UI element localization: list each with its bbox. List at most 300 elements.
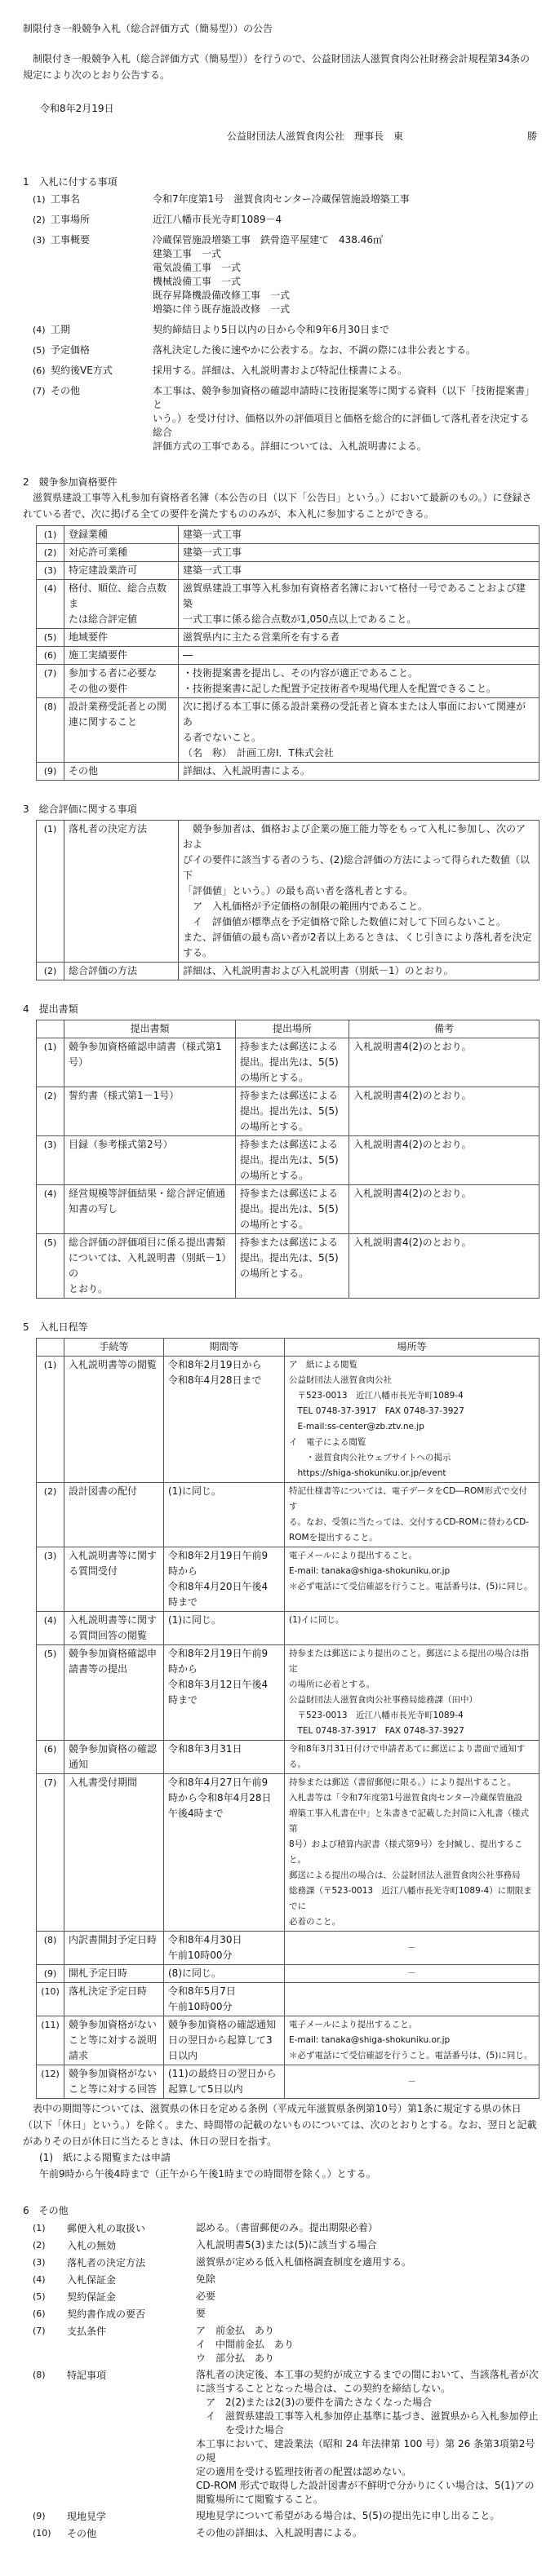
section-6-list <box>33 2221 539 2541</box>
text-line: いう。）を受け付け、価格以外の評価項目と価格を総合的に評価して落札者を決定する総合 <box>153 413 530 438</box>
list-item <box>33 193 539 206</box>
text-line: 評価方式の工事である。詳細については、入札説明書による。 <box>153 440 427 452</box>
table-row <box>37 647 539 665</box>
text-line: 午後4時まで <box>168 1808 224 1819</box>
text-line: (1)に同じ。 <box>168 1485 221 1497</box>
signature-name: 勝 <box>526 131 537 142</box>
column-header: 備考 <box>349 1020 539 1038</box>
item-value <box>196 2509 539 2524</box>
text-line: 日の翌日から起算して3 <box>168 2034 273 2046</box>
text-line: 総合評価の評価項目に係る提出書類 <box>69 1237 226 1248</box>
text-line: 号） <box>69 1056 89 1068</box>
text-line: る。 <box>289 1759 306 1769</box>
text-line: の場所とする。 <box>240 1121 309 1132</box>
text-line: 通知 <box>69 1759 89 1770</box>
table-row <box>37 1087 539 1136</box>
row-number: (10) <box>37 1983 64 2016</box>
text-line: の場所に必着とする。 <box>289 1680 375 1689</box>
text-line: 競争参加資格がない <box>69 2019 158 2030</box>
text-line: ウ 部分払 あり <box>196 2352 275 2364</box>
text-line: 冷蔵保管施設増築工事 鉄骨造平屋建て 438.46㎡ <box>153 234 383 246</box>
text-line: 次に掲げる本工事に係る設計業務の受託者と資本または人事面において関連があ <box>183 701 526 728</box>
row-number: (12) <box>37 2065 64 2099</box>
cell-place <box>285 1483 539 1547</box>
text-line: (8)に同じ。 <box>168 1967 221 1979</box>
section-1-list <box>33 193 539 454</box>
item-label: 工期 <box>51 324 71 335</box>
text-line: 増築工事入札書在中」と朱書きで記載した封筒に入札書（様式第 <box>289 1808 529 1834</box>
signature-org: 公益財団法人滋賀食肉公社 理事長 東 <box>227 131 404 142</box>
text-line: 機械設備工事 一式 <box>153 276 242 287</box>
item-value <box>196 2290 539 2304</box>
text-line: 〒523-0013 近江八幡市長光寺町1089-4 <box>289 1711 464 1720</box>
text-line: ＊必ず電話にて受信確認を行うこと。電話番号は、(5)に同じ。 <box>289 2051 533 2060</box>
text-line: 設計業務受託者との関 <box>69 701 167 712</box>
text-line: ＊必ず電話にて受信確認を行うこと。電話番号は、(5)に同じ。 <box>289 1582 533 1591</box>
text-line: その他の詳細は、入札説明書による。 <box>196 2527 363 2538</box>
cell-place <box>285 1645 539 1741</box>
schedule-sub-text: 午前9時から午後4時まで（正午から午後1時までの時間帯を除く。）とする。 <box>39 2168 376 2180</box>
cell-value <box>179 629 539 647</box>
text-line: TEL 0748-37-3917 FAX 0748-37-3927 <box>289 1726 464 1736</box>
text-line: 8号）および積算内訳書（様式第9号）を封緘し、提出すること。 <box>289 1839 523 1865</box>
column-header: 場所等 <box>285 1339 539 1357</box>
text-line: 一式工事に係る総合点数が1,050点以上であること。 <box>183 613 417 625</box>
text-line: TEL 0748-37-3917 FAX 0748-37-3927 <box>289 1406 464 1416</box>
row-number: (4) <box>37 1612 64 1645</box>
table-row <box>37 1483 539 1547</box>
schedule-sub-heading: (1) 紙による閲覧または申請 <box>39 2152 171 2163</box>
text-line: 令和8年5月7日 <box>168 1985 236 1997</box>
text-line: とおり。 <box>69 1283 109 1295</box>
table-row <box>37 1645 539 1741</box>
text-line: 提出。提出先は、5(5) <box>240 1105 339 1117</box>
cell-value <box>179 526 539 544</box>
table-row <box>37 821 539 963</box>
text-line: 競争参加資格の確認通知 <box>168 2019 277 2030</box>
text-line: 公益財団法人滋賀食肉公社 <box>289 1375 392 1385</box>
cell-place <box>285 2016 539 2065</box>
text-line: 令和7年度第1号 滋賀食肉センター冷蔵保管施設増築工事 <box>153 193 410 205</box>
row-number: (3) <box>37 1547 64 1612</box>
text-line: 詳細は、入札説明書および入札説明書（別紙－1）のとおり。 <box>183 965 454 976</box>
text-line: 時から <box>168 1565 198 1577</box>
text-line: 提出。提出先は、5(5) <box>240 1203 339 1215</box>
item-value <box>196 2238 539 2253</box>
text-line: たは総合評定値 <box>69 613 138 625</box>
header-row <box>37 1339 539 1357</box>
row-number: (2) <box>37 963 64 980</box>
cell-period <box>164 1645 285 1741</box>
cell-label <box>64 544 179 562</box>
row-number: (7) <box>37 665 64 698</box>
text-line: る質問受付 <box>69 1565 118 1577</box>
text-line: 競争参加資格がない <box>69 2068 158 2079</box>
text-line: 日以内 <box>168 2050 198 2061</box>
cell-place <box>285 1774 539 1932</box>
text-line: (11)の最終日の翌日から <box>168 2068 277 2079</box>
table-row <box>37 1038 539 1087</box>
table-row <box>37 1932 539 1965</box>
text-line: 持参または郵送による <box>240 1139 339 1150</box>
cell-value <box>179 763 539 781</box>
text-line: を受けた場合 <box>196 2424 285 2436</box>
text-line: 建築一式工事 <box>183 564 242 576</box>
table-row <box>37 1774 539 1932</box>
cell-value <box>179 562 539 580</box>
item-label: 現地見学 <box>67 2511 107 2522</box>
text-line: イ 電子による閲覧 <box>289 1437 366 1447</box>
text-line: 持参または郵送による <box>240 1041 339 1052</box>
row-number: (8) <box>37 698 64 763</box>
table-row <box>37 629 539 647</box>
item-number: (2) <box>33 215 46 225</box>
table-row <box>37 665 539 698</box>
text-line: の場所とする。 <box>240 1219 309 1230</box>
text-line: 要 <box>196 2308 206 2319</box>
text-line: 建築工事 一式 <box>153 248 222 259</box>
list-item <box>33 2221 539 2236</box>
text-line: 落札者の決定後、本工事の契約が成立するまでの間において、当該落札者が次 <box>196 2369 539 2380</box>
table-row <box>37 1741 539 1774</box>
cell-place <box>285 2065 539 2099</box>
text-line: る。なお、受領に当たっては、交付するCD-ROMに替わるCD- <box>289 1517 530 1527</box>
text-line: 近江八幡市長光寺町1089－4 <box>153 214 282 225</box>
text-line: 入札説明書4(2)のとおり。 <box>353 1188 472 1199</box>
cell-place <box>285 1932 539 1965</box>
list-item <box>33 2255 539 2270</box>
cell-period <box>164 1741 285 1774</box>
list-item <box>33 213 539 227</box>
text-line: E-mail: tanaka@shiga-shokuniku.or.jp <box>289 1566 451 1576</box>
text-line: 令和8年3月31日付けで申請者あてに郵送により書面で通知す <box>289 1744 526 1754</box>
text-line: こと等に対する回答 <box>69 2083 158 2095</box>
header-row <box>37 1020 539 1038</box>
text-line: 令和8年4月20日午後4 <box>168 1581 269 1592</box>
cell-value <box>179 821 539 963</box>
table-row <box>37 698 539 763</box>
cell-proc <box>64 1774 164 1932</box>
row-number: (3) <box>37 1136 64 1185</box>
text-line: 内訳書開封予定日時 <box>69 1934 158 1945</box>
list-item <box>33 233 539 316</box>
text-line: (1)イに同じ。 <box>289 1615 344 1625</box>
item-value <box>196 2273 539 2287</box>
cell-note <box>349 1136 539 1185</box>
cell-place <box>285 1983 539 2016</box>
text-line: 電気設備工事 一式 <box>153 262 242 273</box>
text-line: 入札説明書5(3)または(5)に該当する場合 <box>196 2239 377 2251</box>
text-line: 連に関すること <box>69 716 138 728</box>
text-line: また、評価値の最も高い者が2者以上あるときは、くじ引きにより落札者を決定する。 <box>183 932 532 958</box>
row-number: (5) <box>37 1645 64 1741</box>
text-line: その他の要件 <box>69 683 128 694</box>
text-line: その他 <box>69 765 99 777</box>
text-line: ア 2(2)または2(3)の要件を満たさなくなった場合 <box>196 2397 433 2408</box>
cell-period <box>164 1774 285 1932</box>
row-number: (1) <box>37 1038 64 1087</box>
column-header: 提出場所 <box>236 1020 349 1038</box>
text-line: 午前10時00分 <box>168 2001 233 2012</box>
text-line: 入札説明書等の閲覧 <box>69 1359 158 1370</box>
text-line: 建築一式工事 <box>183 529 242 540</box>
cell-label <box>64 821 179 963</box>
text-line: 入札説明書等に関す <box>69 1614 158 1626</box>
item-label: 工事概要 <box>51 234 91 246</box>
item-number: (4) <box>33 2274 46 2285</box>
text-line: 目録（参考様式第2号） <box>69 1139 173 1150</box>
text-line: 起算して5日以内 <box>168 2083 243 2095</box>
text-line: 入札書等は「令和7年度第1号滋賀食肉センター冷蔵保管施設 <box>289 1793 522 1803</box>
schedule-table <box>36 1338 539 2099</box>
text-line: 令和8年4月28日まで <box>168 1374 262 1386</box>
table-row <box>37 580 539 629</box>
item-number: (9) <box>33 2511 46 2521</box>
text-line: 提出。提出先は、5(5) <box>240 1056 339 1068</box>
row-number: (2) <box>37 1087 64 1136</box>
text-line: 持参または郵送による <box>240 1188 339 1199</box>
text-line: 認める。（書留郵便のみ。提出期限必着） <box>196 2222 378 2233</box>
text-line: 持参または郵送による <box>240 1237 339 1248</box>
text-line: イ 評価値が標準点を予定価格で除した数値に対して下回らないこと。 <box>183 916 507 927</box>
text-line: 「評価値」という。）の最も高い者を落札者とする。 <box>183 885 414 896</box>
cell-place <box>285 1741 539 1774</box>
text-line: 提出。提出先は、5(5) <box>240 1154 339 1166</box>
list-item <box>33 2526 539 2541</box>
cell-proc <box>64 1965 164 1983</box>
cell-period <box>164 1547 285 1612</box>
cell-place <box>285 1612 539 1645</box>
text-line: 令和8年3月12日午後4 <box>168 1679 269 1690</box>
text-line: 入札説明書4(2)のとおり。 <box>353 1139 472 1150</box>
text-line: 特記仕様書等については、電子データをCD―ROM形式で交付す <box>289 1486 527 1512</box>
item-value <box>153 213 539 227</box>
cell-place <box>236 1185 349 1234</box>
text-line: 令和8年4月27日午前9 <box>168 1777 269 1788</box>
text-line: https://shiga-shokuniku.or.jp/event <box>289 1468 446 1478</box>
item-label: 落札者の決定方法 <box>67 2257 146 2268</box>
text-line: 提出。提出先は、5(5) <box>240 1252 339 1264</box>
text-line: ・滋賀食肉公社ウェブサイトへの掲示 <box>289 1453 451 1463</box>
cell-value <box>179 698 539 763</box>
item-number: (3) <box>33 2257 46 2268</box>
text-line: 採用する。詳細は、入札説明書および特記仕様書による。 <box>153 365 408 376</box>
cell-label <box>64 526 179 544</box>
item-label: その他 <box>67 2528 97 2539</box>
item-label: 契約書作成の要否 <box>67 2308 146 2320</box>
schedule-note: 表中の期間等については、滋賀県の休日を定める条例（平成元年滋賀県条例第10号）第1条に規定する県の休日（以下「休日」という。）を除く。また、時間帯の記載のないものについては、次のとおりとする。なお、翌日と記載がありその日が休日に当たるときは、休日の翌日を指す。 <box>23 2103 537 2147</box>
cell-place <box>285 1357 539 1483</box>
cell-place <box>285 1547 539 1612</box>
cell-label <box>64 562 179 580</box>
text-line: 既存昇降機設備改修工事 一式 <box>153 290 291 301</box>
text-line: 増築に伴う既存施設改修 一式 <box>153 303 291 315</box>
row-number: (5) <box>37 629 64 647</box>
text-line: の場所とする。 <box>240 1072 309 1083</box>
table-row <box>37 1136 539 1185</box>
text-line: 落札決定予定日時 <box>69 1985 148 1997</box>
signature <box>227 129 537 144</box>
cell-period <box>164 1932 285 1965</box>
list-item <box>33 343 539 357</box>
qualification-table <box>36 525 539 781</box>
list-item <box>33 2238 539 2253</box>
cell-place <box>236 1136 349 1185</box>
section-3-heading: 3 総合評価に関する事項 <box>23 803 137 815</box>
item-value <box>196 2255 539 2270</box>
cell-proc <box>64 1932 164 1965</box>
text-line: 契約締結日より5日以内の日から令和9年6月30日まで <box>153 324 390 335</box>
text-line: 入札書受付期間 <box>69 1777 138 1788</box>
cell-proc <box>64 1645 164 1741</box>
cell-period <box>164 1483 285 1547</box>
item-number: (5) <box>33 2291 46 2302</box>
text-line: 格付、順位、総合点数ま <box>69 582 167 609</box>
row-number: (4) <box>37 580 64 629</box>
cell-proc <box>64 1357 164 1483</box>
list-item <box>33 2307 539 2321</box>
text-line: 郵送による提出の場合は、公益財団法人滋賀食肉公社事務局 <box>289 1870 521 1880</box>
item-number: (6) <box>33 365 46 376</box>
cell-value <box>179 544 539 562</box>
cell-doc <box>64 1087 236 1136</box>
text-line: ・技術提案書を提出し、その内容が適正であること。 <box>183 667 419 679</box>
text-line: ア 紙による閲覧 <box>289 1360 357 1370</box>
item-number: (1) <box>33 194 46 205</box>
text-line: 持参または郵送（書留郵便に限る。）により提出すること。 <box>289 1777 517 1787</box>
text-line: － <box>407 2076 416 2087</box>
text-line: 電子メールにより提出すること。 <box>289 2020 418 2029</box>
item-value <box>196 2324 539 2366</box>
item-number: (1) <box>33 2223 46 2233</box>
text-line: 設計図書の配付 <box>69 1485 138 1497</box>
text-line: 必要 <box>196 2291 216 2302</box>
cell-label <box>64 963 179 980</box>
table-row <box>37 1185 539 1234</box>
text-line: の場所とする。 <box>240 1268 309 1279</box>
item-label: 契約保証金 <box>67 2291 117 2303</box>
text-line: 令和8年3月31日 <box>168 1743 242 1755</box>
item-number: (5) <box>33 345 46 356</box>
row-number: (3) <box>37 562 64 580</box>
cell-proc <box>64 2065 164 2099</box>
item-value <box>153 343 539 357</box>
text-line: 滋賀県内に主たる営業所を有する者 <box>183 631 340 643</box>
text-line: 〒523-0013 近江八幡市長光寺町1089-4 <box>289 1391 464 1401</box>
item-value <box>153 323 539 337</box>
table-row <box>37 763 539 781</box>
cell-label <box>64 763 179 781</box>
text-line: CD-ROM 形式で取得した設計図書が不鮮明で分かりにくい場合は、5(1)アの <box>196 2480 535 2491</box>
column-header: 期間等 <box>164 1339 285 1357</box>
column-header <box>37 1339 64 1357</box>
cell-place <box>236 1087 349 1136</box>
item-number: (10) <box>33 2528 51 2538</box>
text-line: に該当することとなった場合は、この契約を締結しない。 <box>196 2383 451 2394</box>
table-row <box>37 2016 539 2065</box>
item-number: (7) <box>33 2326 46 2336</box>
cell-label <box>64 647 179 665</box>
section-6-heading: 6 その他 <box>23 2205 69 2216</box>
row-number: (1) <box>37 526 64 544</box>
table-row <box>37 1983 539 2016</box>
text-line: 公益財団法人滋賀食肉公社事務局総務課（田中） <box>289 1695 477 1705</box>
item-number: (2) <box>33 2240 46 2251</box>
text-line: 地域要件 <box>69 631 109 643</box>
text-line: ― <box>183 649 193 661</box>
item-number: (8) <box>33 2370 46 2380</box>
row-number: (1) <box>37 1357 64 1483</box>
item-number: (7) <box>33 386 46 396</box>
cell-doc <box>64 1234 236 1299</box>
text-line: 時まで <box>168 1596 198 1608</box>
text-line: 競争参加者は、価格および企業の施工能力等をもって入札に参加し、次のアおよ <box>183 823 526 850</box>
cell-doc <box>64 1038 236 1087</box>
column-header: 提出書類 <box>64 1020 236 1038</box>
cell-note <box>349 1087 539 1136</box>
text-line: (1)に同じ。 <box>168 1614 221 1626</box>
text-line: 時から令和8年4月28日 <box>168 1792 272 1804</box>
text-line: E-mail: tanaka@shiga-shokuniku.or.jp <box>289 2035 451 2045</box>
cell-label <box>64 698 179 763</box>
cell-proc <box>64 1741 164 1774</box>
text-line: （名 称） 計画工房I．T株式会社 <box>183 747 334 759</box>
row-number: (1) <box>37 821 64 963</box>
row-number: (11) <box>37 2016 64 2065</box>
text-line: － <box>407 1942 416 1953</box>
row-number: (9) <box>37 1965 64 1983</box>
item-label: 予定価格 <box>51 344 91 356</box>
cell-place <box>285 1965 539 1983</box>
cell-doc <box>64 1136 236 1185</box>
text-line: E-mail:ss-center@zb.ztv.ne.jp <box>289 1422 424 1432</box>
cell-place <box>236 1038 349 1087</box>
item-value <box>153 193 539 206</box>
item-value <box>153 384 539 454</box>
text-line: 時から <box>168 1663 198 1675</box>
text-line: 持参または郵送による <box>240 1090 339 1101</box>
text-line: 請書等の提出 <box>69 1663 128 1675</box>
list-item <box>33 323 539 337</box>
list-item <box>33 2368 539 2507</box>
text-line: については、入札説明書（別紙－1）の <box>69 1252 227 1279</box>
cell-period <box>164 1612 285 1645</box>
cell-proc <box>64 1983 164 2016</box>
item-label: その他 <box>51 385 81 396</box>
section-5-heading: 5 入札日程等 <box>23 1321 88 1333</box>
text-line: 午前10時00分 <box>168 1950 233 1961</box>
text-line: 競争参加資格確認申 <box>69 1648 158 1659</box>
cell-proc <box>64 2016 164 2065</box>
row-number: (4) <box>37 1185 64 1234</box>
text-line: 入札説明書4(2)のとおり。 <box>353 1041 472 1052</box>
table-row <box>37 562 539 580</box>
list-item <box>33 364 539 378</box>
cell-period <box>164 1983 285 2016</box>
text-line: 時まで <box>168 1694 198 1706</box>
item-label: 入札の無効 <box>67 2240 117 2251</box>
text-line: イ 中間前金払 あり <box>196 2339 295 2350</box>
text-line: 必着のこと。 <box>289 1917 340 1927</box>
section-4-heading: 4 提出書類 <box>23 1003 78 1015</box>
text-line: 令和8年4月30日 <box>168 1934 242 1945</box>
item-label: 特記事項 <box>67 2370 107 2381</box>
list-item <box>33 2324 539 2366</box>
cell-period <box>164 1965 285 1983</box>
cell-value <box>179 647 539 665</box>
text-line: 総合評価の方法 <box>69 965 138 976</box>
evaluation-table <box>36 820 539 980</box>
